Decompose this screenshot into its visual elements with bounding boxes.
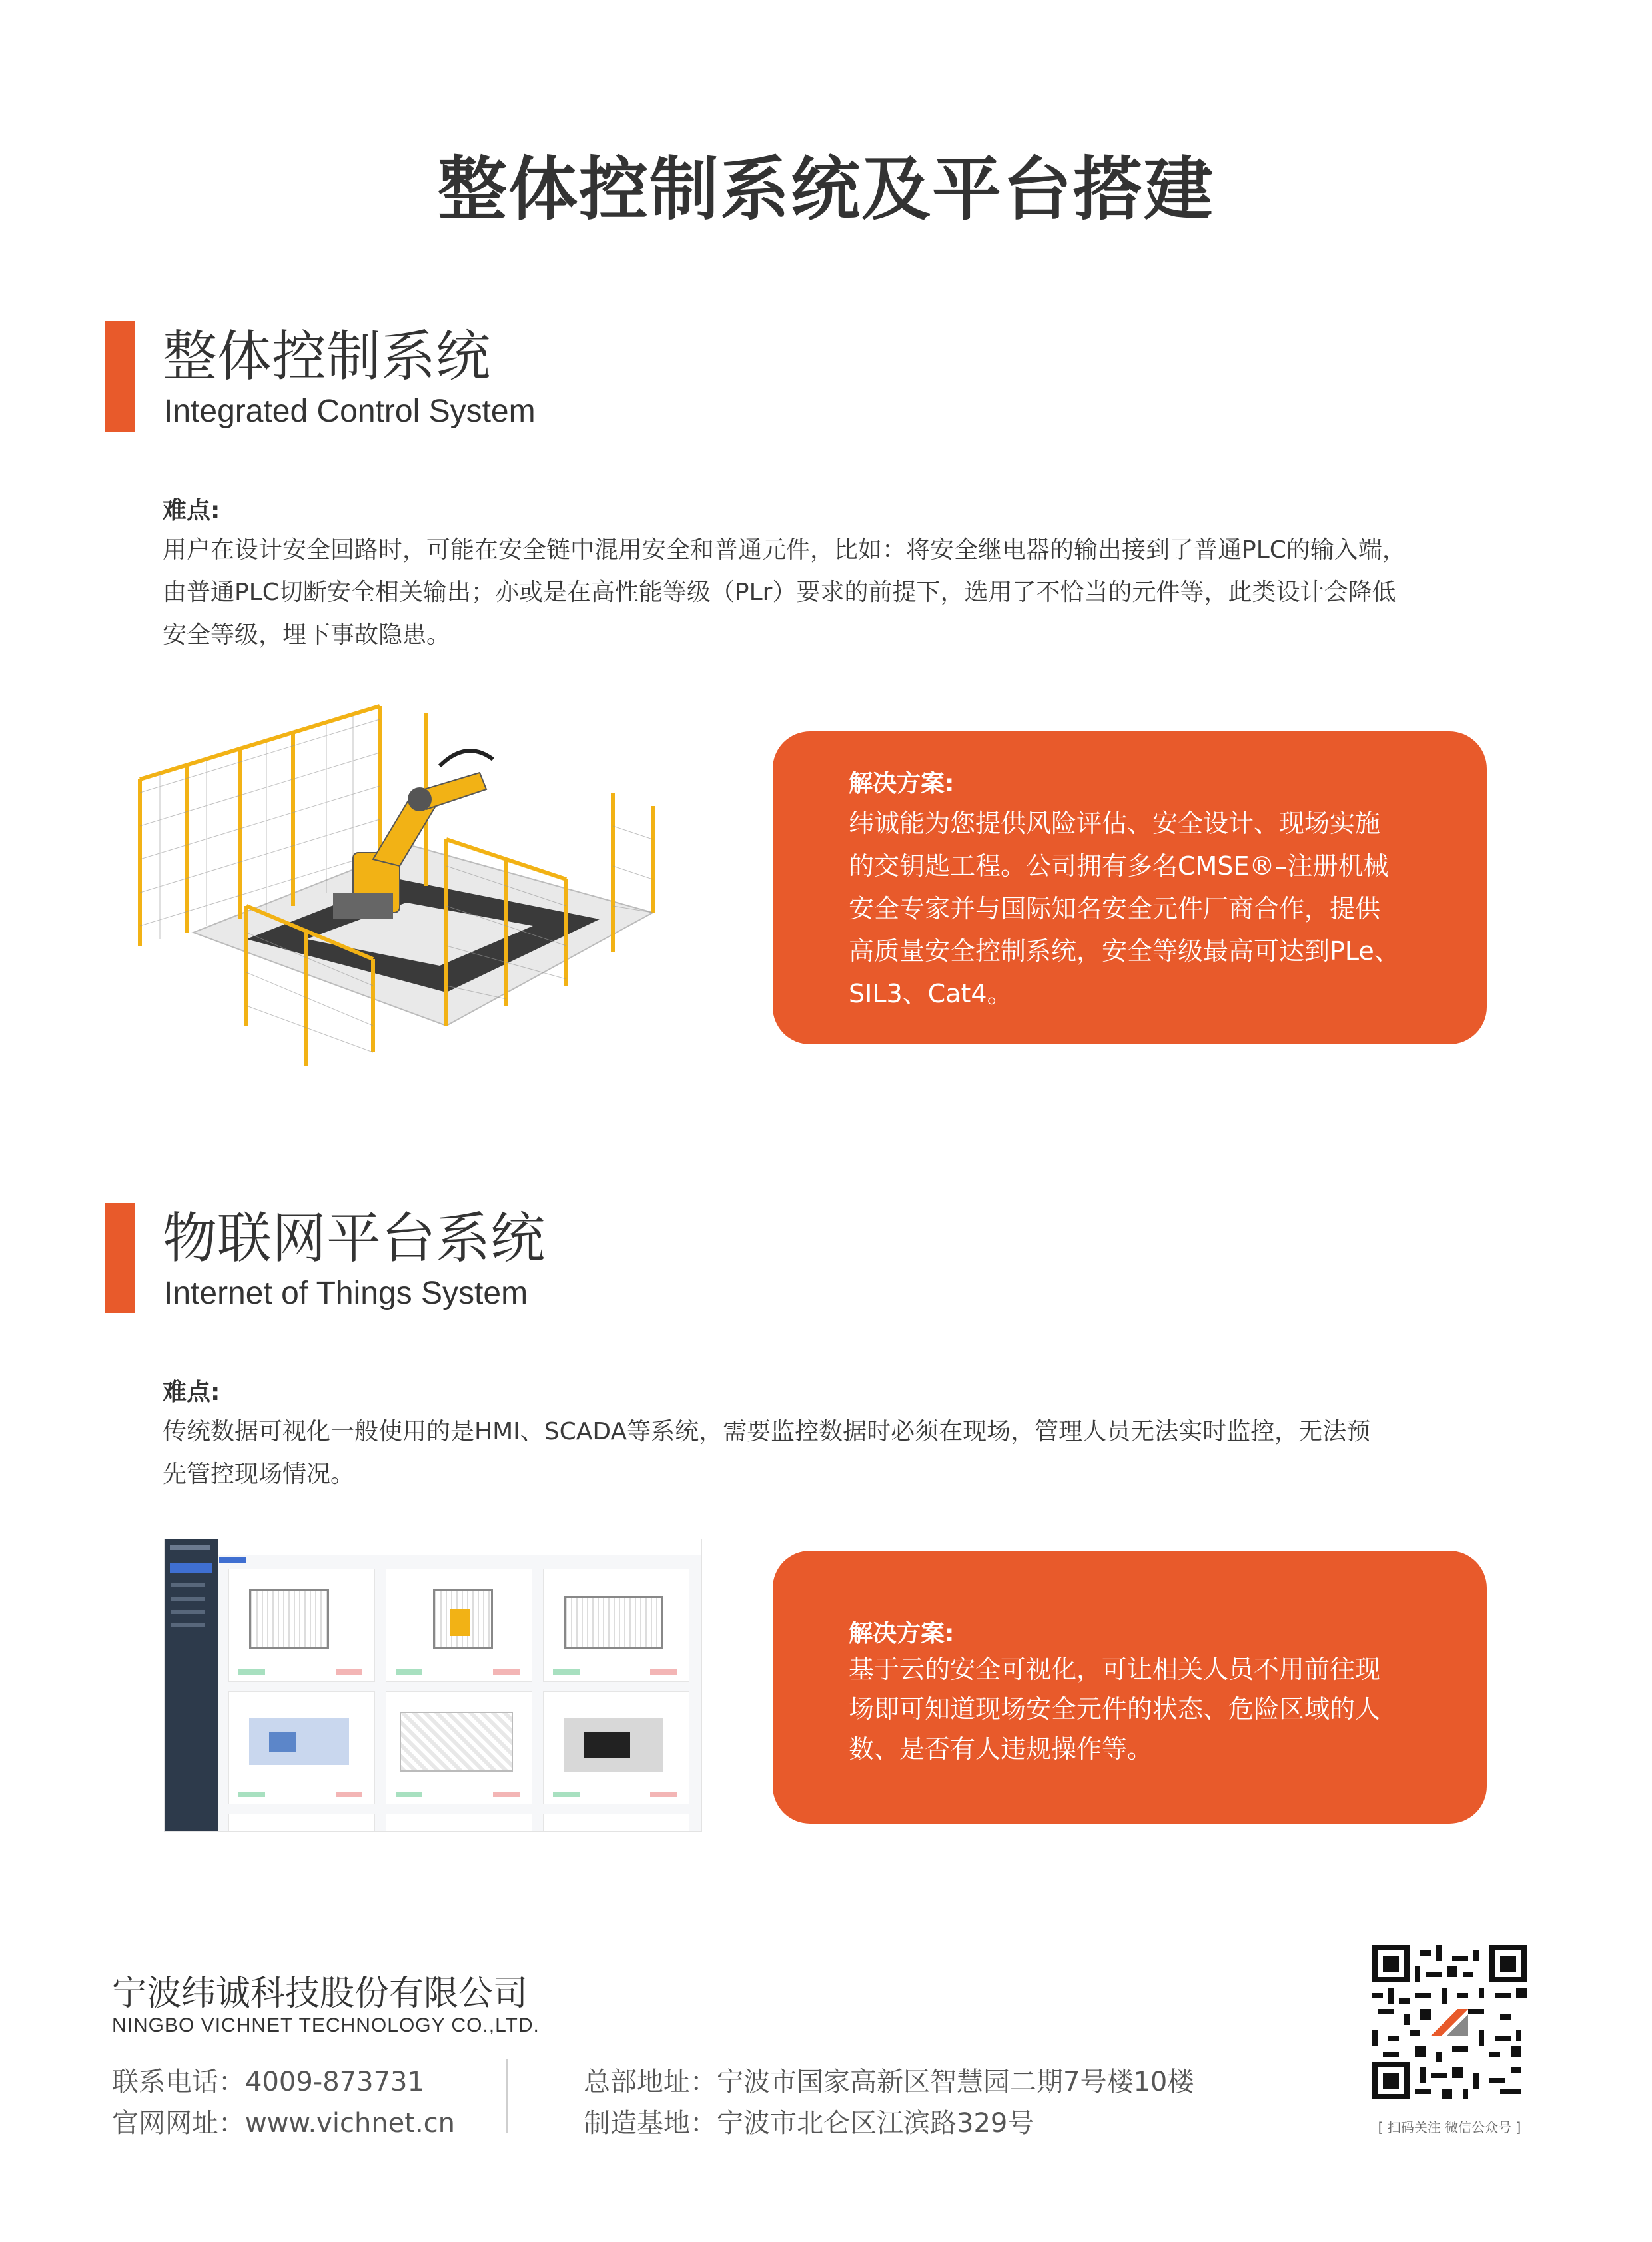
- qr-caption: [ 扫码关注 微信公众号 ]: [1378, 2119, 1521, 2135]
- solution-line: 纬诚能为您提供风险评估、安全设计、现场实施: [849, 809, 1381, 838]
- solution-line: 基于云的安全可视化，可让相关人员不用前往现: [849, 1655, 1381, 1684]
- iot-dashboard-screenshot: [164, 1539, 702, 1832]
- difficulty-line: 用户在设计安全回路时，可能在安全链中混用安全和普通元件，比如：将安全继电器的输出接到了普通PLC的输入端，: [163, 536, 1406, 563]
- difficulty-label: 难点:: [163, 497, 220, 524]
- section-title-cn: 物联网平台系统: [163, 1207, 546, 1270]
- solution-card: [773, 731, 1487, 1044]
- solution-line: SIL3、Cat4。: [849, 979, 1013, 1008]
- solution-text: [849, 802, 1422, 1015]
- dashboard-card: [543, 1691, 689, 1804]
- footer-divider: [506, 2059, 508, 2133]
- dashboard-card: [543, 1569, 689, 1682]
- difficulty-text: [163, 529, 1508, 657]
- dashboard-card: [386, 1691, 532, 1804]
- dashboard-sidebar: [165, 1539, 218, 1832]
- factory-address: 制造基地：宁波市北仑区江滨路329号: [584, 2108, 1034, 2139]
- solution-line: 的交钥匙工程。公司拥有多名CMSE®–注册机械: [849, 851, 1389, 881]
- qr-code-icon[interactable]: [1372, 1945, 1527, 2099]
- contact-website[interactable]: 官网网址：www.vichnet.cn: [112, 2108, 456, 2139]
- robot-cell-illustration: [133, 693, 719, 1079]
- section-title-en: Internet of Things System: [164, 1276, 528, 1311]
- difficulty-line: 传统数据可视化一般使用的是HMI、SCADA等系统，需要监控数据时必须在现场，管理人员无法实时监控，无法预: [163, 1418, 1371, 1445]
- difficulty-line: 安全等级，埋下事故隐患。: [163, 621, 451, 649]
- difficulty-line: 由普通PLC切断安全相关输出；亦或是在高性能等级（PLr）要求的前提下，选用了不恰当的元件等，此类设计会降低: [163, 579, 1396, 606]
- section-accent-bar: [105, 321, 135, 432]
- solution-line: 数、是否有人违规操作等。: [849, 1734, 1153, 1764]
- solution-line: 高质量安全控制系统，安全等级最高可达到PLe、: [849, 936, 1400, 966]
- contact-phone: 联系电话：4009-873731: [112, 2067, 424, 2097]
- company-name-en: NINGBO VICHNET TECHNOLOGY CO.,LTD.: [112, 2014, 540, 2036]
- section-title-en: Integrated Control System: [164, 394, 536, 429]
- solution-label: 解决方案:: [849, 770, 955, 797]
- dashboard-card: [228, 1569, 375, 1682]
- dashboard-header: [218, 1539, 702, 1555]
- difficulty-line: 先管控现场情况。: [163, 1461, 355, 1488]
- difficulty-label: 难点:: [163, 1379, 220, 1406]
- solution-line: 安全专家并与国际知名安全元件厂商合作，提供: [849, 894, 1381, 923]
- section-title-cn: 整体控制系统: [163, 325, 491, 388]
- hq-address: 总部地址：宁波市国家高新区智慧园二期7号楼10楼: [584, 2067, 1194, 2097]
- difficulty-text: [163, 1411, 1508, 1496]
- dashboard-card: [386, 1569, 532, 1682]
- section-accent-bar: [105, 1203, 135, 1313]
- dashboard-card: [228, 1691, 375, 1804]
- solution-card: [773, 1551, 1487, 1824]
- solution-text: [849, 1649, 1422, 1769]
- company-name-cn: 宁波纬诚科技股份有限公司: [112, 1974, 528, 2014]
- page-title: 整体控制系统及平台搭建: [437, 149, 1214, 230]
- solution-line: 场即可知道现场安全元件的状态、危险区域的人: [849, 1694, 1381, 1724]
- solution-label: 解决方案:: [849, 1620, 955, 1647]
